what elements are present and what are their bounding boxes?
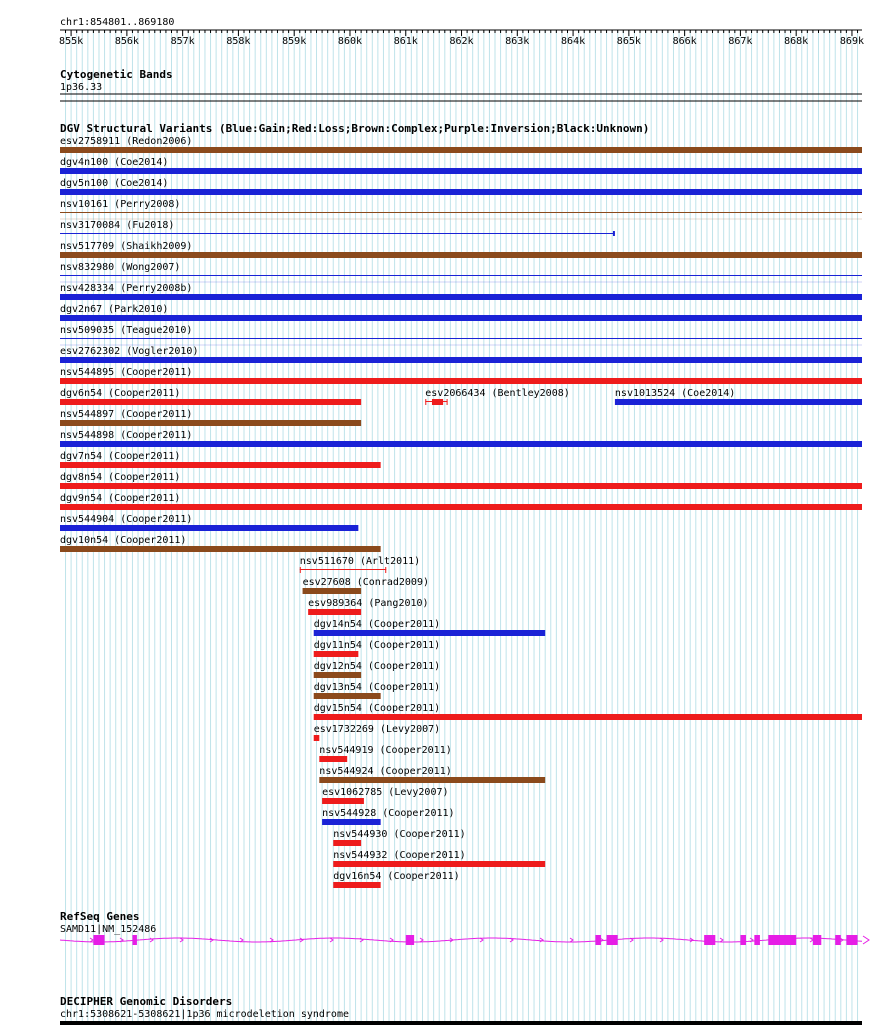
dgv-feature[interactable] (333, 850, 545, 867)
dgv-feature-bar[interactable] (432, 399, 443, 405)
dgv-feature-bar[interactable] (60, 233, 615, 234)
strand-chevron-icon (540, 938, 543, 942)
dgv-feature[interactable] (60, 241, 862, 258)
dgv-feature[interactable] (60, 325, 862, 345)
dgv-feature-bar[interactable] (60, 189, 862, 195)
dgv-feature-label: nsv544930 (Cooper2011) (333, 829, 466, 840)
ruler-tick-label: 863k (505, 36, 530, 47)
dgv-feature-bar[interactable] (333, 861, 545, 867)
refseq-exon[interactable] (740, 935, 746, 945)
refseq-track (60, 910, 869, 945)
dgv-feature-bar[interactable] (319, 756, 347, 762)
refseq-exon[interactable] (813, 935, 821, 945)
dgv-feature-end[interactable] (447, 399, 448, 405)
dgv-feature-bar[interactable] (303, 588, 362, 594)
ruler-tick-label: 868k (784, 36, 809, 47)
dgv-feature-bar[interactable] (60, 212, 862, 213)
refseq-exon[interactable] (768, 935, 796, 945)
dgv-feature-end[interactable] (300, 567, 301, 573)
dgv-feature-end[interactable] (613, 231, 615, 236)
dgv-feature-label: esv27608 (Conrad2009) (302, 577, 430, 588)
dgv-feature-bar[interactable] (322, 798, 364, 804)
refseq-exon[interactable] (704, 935, 715, 945)
dgv-feature-label: nsv544904 (Cooper2011) (60, 514, 193, 525)
dgv-feature[interactable] (314, 640, 440, 657)
ruler-tick-label: 865k (616, 36, 641, 47)
dgv-feature-label: esv1732269 (Levy2007) (313, 724, 441, 735)
dgv-feature-bar[interactable] (60, 275, 862, 276)
dgv-track (60, 122, 862, 888)
refseq-gene-model[interactable] (60, 935, 869, 945)
refseq-exon[interactable] (835, 935, 841, 945)
dgv-feature[interactable] (60, 493, 862, 510)
dgv-feature[interactable] (60, 472, 862, 489)
dgv-feature-end[interactable] (385, 567, 386, 573)
dgv-feature[interactable] (60, 514, 358, 531)
dgv-feature-bar[interactable] (308, 609, 361, 615)
dgv-feature-label: dgv12n54 (Cooper2011) (313, 661, 441, 672)
strand-chevron-icon (90, 938, 93, 942)
dgv-feature-label: nsv3170084 (Fu2018) (60, 220, 175, 231)
ruler-track (59, 17, 864, 47)
dgv-feature[interactable] (60, 136, 862, 153)
dgv-feature-bar[interactable] (60, 294, 862, 300)
dgv-feature-bar[interactable] (314, 693, 381, 699)
dgv-feature-bar[interactable] (314, 651, 359, 657)
cytoband-track (60, 68, 862, 101)
dgv-feature[interactable] (60, 157, 862, 174)
refseq-exon[interactable] (607, 935, 618, 945)
dgv-feature-bar[interactable] (60, 441, 862, 447)
ruler-tick-label: 864k (561, 36, 586, 47)
dgv-feature-label: dgv5n100 (Coe2014) (60, 178, 169, 189)
refseq-exon[interactable] (846, 935, 857, 945)
dgv-feature[interactable] (60, 262, 862, 282)
dgv-feature-label: nsv511670 (Arlt2011) (299, 556, 421, 567)
dgv-feature-bar[interactable] (60, 420, 361, 426)
dgv-track-title[interactable]: DGV Structural Variants (Blue:Gain;Red:Loss;Brown:Complex;Purple:Inversion;Black:Unknown) (60, 122, 650, 135)
dgv-feature-label: nsv544919 (Cooper2011) (319, 745, 452, 756)
dgv-feature[interactable] (60, 199, 862, 219)
dgv-feature-label: nsv428334 (Perry2008b) (60, 283, 193, 294)
dgv-feature-bar[interactable] (60, 357, 862, 363)
dgv-feature-label: esv2762302 (Vogler2010) (60, 346, 199, 357)
dgv-feature-bar[interactable] (60, 338, 862, 339)
dgv-feature-bar[interactable] (314, 714, 862, 720)
ruler-tick-label: 856k (114, 36, 139, 47)
dgv-feature-bar[interactable] (60, 483, 862, 489)
dgv-feature-bar[interactable] (60, 315, 862, 321)
dgv-feature-label: esv2758911 (Redon2006) (60, 136, 193, 147)
dgv-feature[interactable] (322, 808, 454, 825)
dgv-feature-bar[interactable] (314, 735, 320, 741)
dgv-feature-bar[interactable] (319, 777, 545, 783)
dgv-feature[interactable] (60, 367, 862, 384)
dgv-feature-bar[interactable] (60, 525, 358, 531)
dgv-feature-label: dgv8n54 (Cooper2011) (60, 472, 181, 483)
refseq-exon[interactable] (754, 935, 760, 945)
ruler-tick-label: 859k (282, 36, 307, 47)
ruler-tick-label: 862k (449, 36, 474, 47)
dgv-feature-label: nsv832980 (Wong2007) (60, 262, 181, 273)
dgv-feature-bar[interactable] (322, 819, 381, 825)
dgv-feature-label: esv1062785 (Levy2007) (322, 787, 449, 798)
dgv-feature-bar[interactable] (60, 252, 862, 258)
strand-chevron-icon (330, 938, 333, 942)
dgv-feature[interactable] (322, 787, 448, 804)
dgv-feature-bar[interactable] (314, 630, 545, 636)
dgv-feature-bar[interactable] (60, 168, 862, 174)
dgv-feature[interactable] (60, 304, 862, 321)
strand-chevron-icon (570, 938, 573, 942)
refseq-track-title[interactable]: RefSeq Genes (60, 910, 140, 923)
dgv-feature-label: nsv544898 (Cooper2011) (60, 430, 193, 441)
gene-end-arrow-icon (863, 936, 869, 944)
dgv-feature[interactable] (60, 220, 615, 236)
dgv-feature-bar[interactable] (333, 840, 361, 846)
dgv-feature-label: nsv517709 (Shaikh2009) (60, 241, 193, 252)
ruler-tick-label: 869k (839, 36, 865, 47)
dgv-feature-label: dgv2n67 (Park2010) (60, 304, 169, 315)
dgv-feature-label: dgv4n100 (Coe2014) (60, 157, 169, 168)
dgv-feature[interactable] (60, 430, 862, 447)
ruler-tick-label: 867k (728, 36, 753, 47)
strand-chevron-icon (720, 938, 723, 942)
dgv-feature[interactable] (308, 598, 428, 615)
dgv-feature-label: esv989364 (Pang2010) (308, 598, 429, 609)
cytoband-track-title[interactable]: Cytogenetic Bands (60, 68, 173, 81)
dgv-feature-label: nsv544924 (Cooper2011) (319, 766, 452, 777)
dgv-feature[interactable] (60, 535, 381, 552)
dgv-features (60, 136, 862, 888)
dgv-feature-label: nsv10161 (Perry2008) (60, 199, 181, 210)
dgv-feature[interactable] (60, 346, 862, 363)
dgv-feature-bar[interactable] (333, 882, 380, 888)
dgv-feature-label: nsv1013524 (Coe2014) (614, 388, 736, 399)
dgv-feature-label: dgv10n54 (Cooper2011) (60, 535, 187, 546)
dgv-feature[interactable] (300, 556, 420, 573)
dgv-feature[interactable] (314, 682, 440, 699)
dgv-feature[interactable] (60, 283, 862, 300)
decipher-feature-bar[interactable] (60, 1021, 862, 1025)
decipher-label: chr1:5308621-5308621|1p36 microdeletion syndrome (60, 1009, 349, 1020)
dgv-feature[interactable] (60, 178, 862, 195)
dgv-feature-label: dgv15n54 (Cooper2011) (313, 703, 441, 714)
dgv-feature[interactable] (425, 388, 570, 405)
dgv-feature-label: dgv11n54 (Cooper2011) (313, 640, 441, 651)
dgv-feature[interactable] (333, 871, 459, 888)
dgv-feature[interactable] (615, 388, 862, 405)
refseq-gene-label: SAMD11|NM_152486 (60, 924, 157, 935)
dgv-feature[interactable] (303, 577, 429, 594)
decipher-track (60, 995, 862, 1025)
cytoband-label: 1p36.33 (60, 82, 103, 93)
refseq-exon[interactable] (93, 935, 104, 945)
dgv-feature-bar[interactable] (615, 399, 862, 405)
decipher-track-title[interactable]: DECIPHER Genomic Disorders (60, 995, 233, 1008)
ruler-tick-label: 855k (59, 36, 84, 47)
dgv-feature-label: dgv16n54 (Cooper2011) (333, 871, 460, 882)
ruler-tick-label: 861k (393, 36, 418, 47)
dgv-feature[interactable] (333, 829, 465, 846)
dgv-feature-label: dgv9n54 (Cooper2011) (60, 493, 181, 504)
dgv-feature[interactable] (314, 619, 545, 636)
dgv-feature-bar[interactable] (314, 672, 361, 678)
dgv-feature-label: nsv544928 (Cooper2011) (322, 808, 455, 819)
dgv-feature-label: nsv509035 (Teague2010) (60, 325, 193, 336)
dgv-feature-bar[interactable] (60, 399, 361, 405)
dgv-feature-label: dgv14n54 (Cooper2011) (313, 619, 441, 630)
dgv-feature-end[interactable] (425, 399, 426, 405)
dgv-feature-label: dgv6n54 (Cooper2011) (60, 388, 181, 399)
dgv-feature-label: dgv7n54 (Cooper2011) (60, 451, 181, 462)
refseq-exon[interactable] (595, 935, 601, 945)
dgv-feature[interactable] (314, 661, 440, 678)
refseq-exon[interactable] (406, 935, 414, 945)
dgv-feature-label: nsv544895 (Cooper2011) (60, 367, 193, 378)
dgv-feature-label: esv2066434 (Bentley2008) (425, 388, 570, 399)
dgv-feature-label: nsv544897 (Cooper2011) (60, 409, 193, 420)
dgv-feature-bar[interactable] (60, 378, 862, 384)
dgv-feature-bar[interactable] (300, 569, 386, 570)
dgv-feature-bar[interactable] (60, 147, 862, 153)
dgv-feature-label: nsv544932 (Cooper2011) (333, 850, 466, 861)
dgv-feature-bar[interactable] (60, 546, 381, 552)
dgv-feature-label: dgv13n54 (Cooper2011) (313, 682, 441, 693)
dgv-feature-bar[interactable] (60, 462, 381, 468)
dgv-feature-bar[interactable] (60, 504, 862, 510)
ruler-tick-label: 858k (226, 36, 251, 47)
ruler-ticks (59, 30, 864, 47)
dgv-feature[interactable] (60, 451, 381, 468)
ruler-tick-label: 866k (672, 36, 697, 47)
dgv-feature[interactable] (319, 745, 451, 762)
refseq-exon[interactable] (132, 935, 136, 945)
ruler-tick-label: 857k (170, 36, 195, 47)
ruler-tick-label: 860k (337, 36, 363, 47)
position-label: chr1:854801..869180 (60, 17, 175, 28)
dgv-feature[interactable] (314, 724, 440, 741)
